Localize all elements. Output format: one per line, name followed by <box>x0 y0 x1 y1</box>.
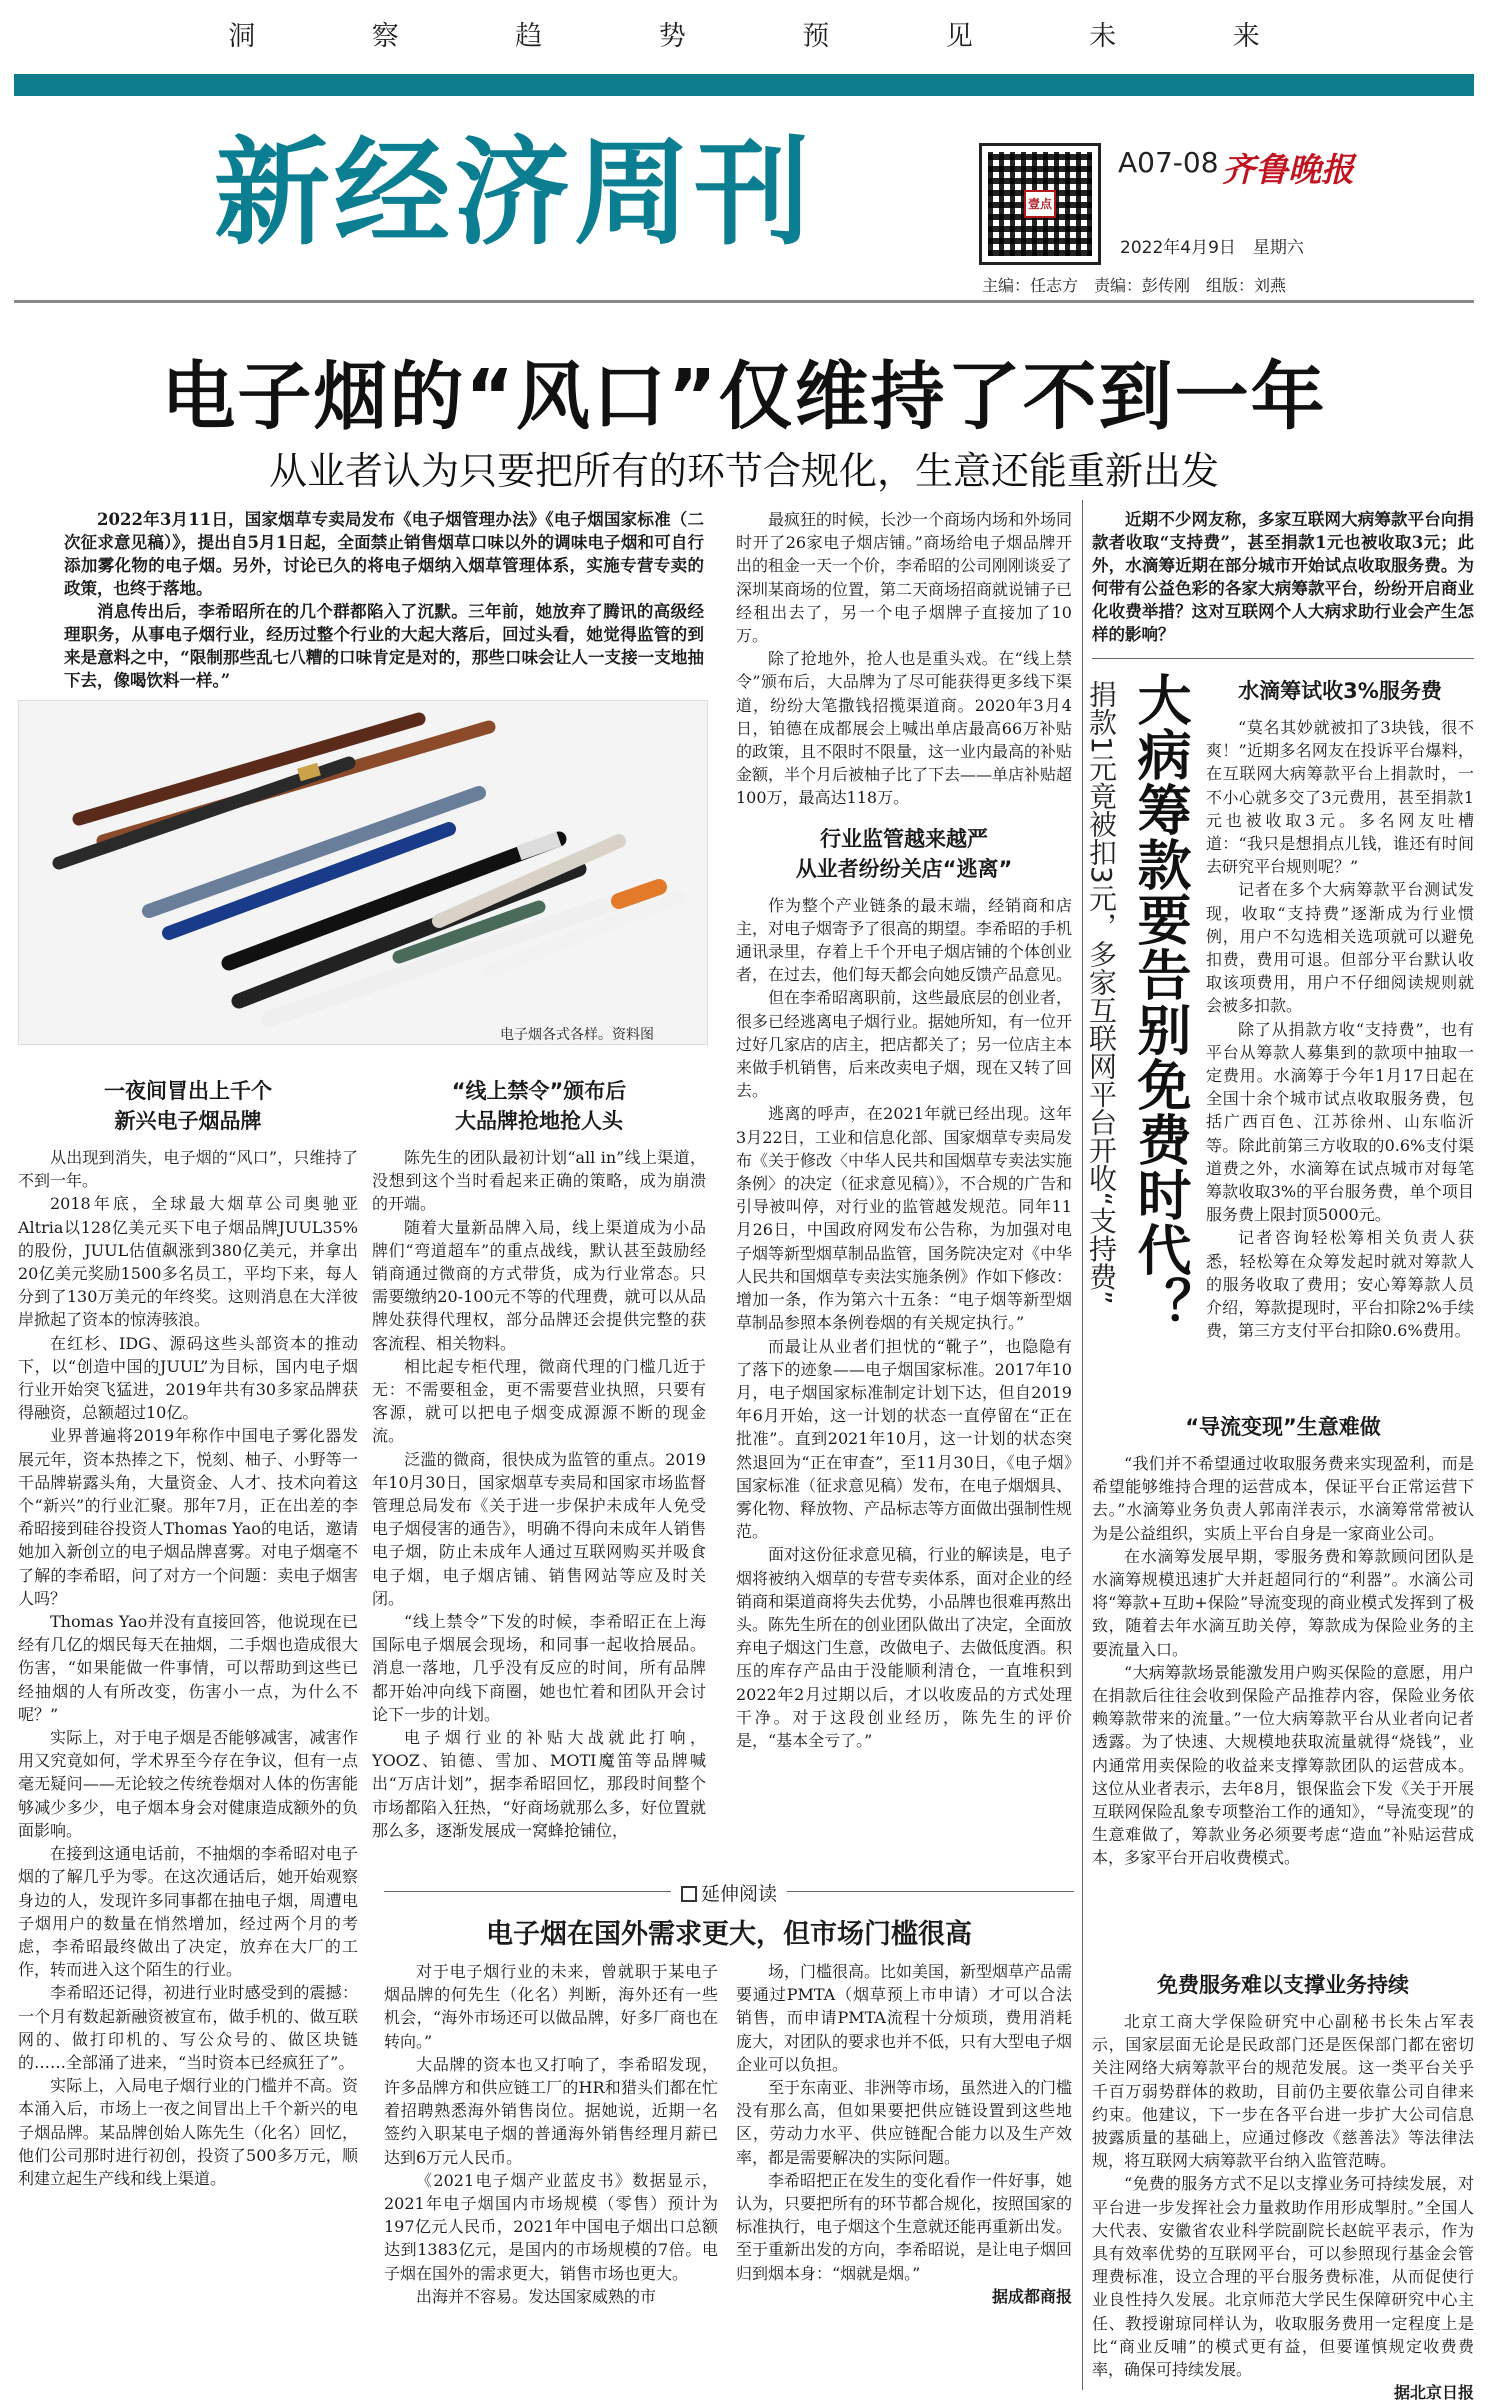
paragraph: 最疯狂的时候，长沙一个商场内场和外场同时开了26家电子烟店铺。”商场给电子烟品牌开出的租金一天一个价，李希昭的公司刚刚谈妥了深圳某商场的位置，第二天商场招商就说铺子已经租出去了，另一个电子烟牌子直接加了10万。 <box>736 510 1073 646</box>
section-subtitle: 免费服务难以支撑业务持续 <box>1157 1973 1409 1997</box>
paragraph: 而最让从业者们担忧的“靴子”，也隐隐有了落下的迹象——电子烟国家标准。2017年10月，电子烟国家标准制定计划下达，但自2019年6月开始，这一计划的状态一直停留在“正在批准”。直到2021年10月，这一计划的状态突然退回为“正在审查”，至11月30日，《电子烟》国家标准（征求意见稿）发布，在电子烟烟具、雾化物、释放物、产品标志等方面做出强制性规范。 <box>736 1336 1073 1542</box>
paragraph: 相比起专柜代理，微商代理的门槛几近于无：不需要租金，更不需要营业执照，只要有客源，就可以把电子烟变成源源不断的现金流。 <box>372 1356 706 1446</box>
article-column-3 <box>736 508 1072 1872</box>
e-cigarette-illustration <box>59 719 679 1019</box>
sidebar-intro <box>1092 508 1474 646</box>
paragraph: 近期不少网友称，多家互联网大病筹款平台向捐款者收取“支持费”，甚至捐款1元也被收取3元；此外，水滴筹近期在部分城市开始试点收取服务费。为何带有公益色彩的各家大病筹款平台，纷纷开启商业化收费举措？这对互联网个人大病求助行业会产生怎样的影响？ <box>1092 510 1474 644</box>
issue-date: 2022年4月9日 星期六 <box>1120 238 1304 258</box>
source-credit: 据北京日报 <box>1393 2383 1474 2403</box>
sidebar-section-3 <box>1092 1966 1474 2403</box>
paragraph: 业界普遍将2019年称作中国电子雾化器发展元年，资本热捧之下，悦刻、柚子、小野等一干品牌崭露头角，大量资金、人才、技术向着这个“新兴”的行业汇聚。那年7月，正在出差的李希昭接到硅谷投资人Thomas Yao的电话，邀请她加入新创立的电子烟品牌喜雾。对电子烟毫不了解的李希昭，问了对方一个问题：卖电子烟害人吗？ <box>18 1426 358 1608</box>
paragraph: 记者在多个大病筹款平台测试发现，收取“支持费”逐渐成为行业惯例，用户不勾选相关选项就可以避免扣费，费用可退。但部分平台默认收取该项费用，用户不仔细阅读规则就会被多扣款。 <box>1206 880 1474 1016</box>
extension-column-a <box>384 1960 718 2390</box>
paragraph: 但在李希昭离职前，这些最底层的创业者，很多已经逃离电子烟行业。据她所知，有一位开过好几家店的店主，把店都关了；另一位店主本来做手机销售，后来改卖电子烟，现在又转了回去。 <box>736 988 1073 1101</box>
paragraph: 至于东南亚、非洲等市场，虽然进入的门槛没有那么高，但如果要把供应链设置到这些地区，劳动力水平、供应链配合能力以及生产效率，都是需要解决的实际问题。 <box>736 2078 1073 2167</box>
extension-label-text: 延伸阅读 <box>700 1883 777 1905</box>
article-column-1 <box>18 1072 358 2392</box>
slogan-char: 察 <box>371 21 399 52</box>
paragraph: “免费的服务方式不足以支撑业务可持续发展，对平台进一步发挥社会力量救助作用形成掣肘。”全国人大代表、安徽省农业科学院副院长赵皖平表示，作为具有效率优势的互联网平台，可以参照现行基金会管理费标准，设立合理的平台服务费标准，从而促使行业良性持久发展。北京师范大学民生保障研究中心主任、教授谢琼同样认为，收取服务费用一定程度上是比“商业反哺”的模式更有益，但要谨慎规定收费费率，确保可持续发展。 <box>1092 2174 1474 2380</box>
sidebar-section-1 <box>1206 672 1474 1402</box>
masthead-title: 新经济周刊 <box>214 126 814 261</box>
paragraph: 李希昭还记得，初进行业时感受到的震撼：一个月有数起新融资被宣布，做手机的、做互联网的、做打印机的、写公众号的、做区块链的……全部涌了进来，“当时资本已经疯狂了”。 <box>18 1983 358 2072</box>
paragraph: 除了抢地外，抢人也是重头戏。在“线上禁令”颁布后，大品牌为了尽可能获得更多线下渠道，纷纷大笔撒钱招揽渠道商。2020年3月4日，铂德在成都展会上喊出单店最高66万补贴的政策，且不限时不限量，这一业内最高的补贴金额，半个月后被柚子比了下去——单店补贴超100万，最高达118万。 <box>736 649 1073 808</box>
slogan-char: 未 <box>1089 21 1117 52</box>
paragraph: 陈先生的团队最初计划“all in”线上渠道，没想到这个当时看起来正确的策略，成为崩溃的开端。 <box>372 1148 706 1214</box>
square-icon <box>681 1886 697 1902</box>
divider <box>14 300 1474 303</box>
section-subtitle: “线上禁令”颁布后 大品牌抢地抢人头 <box>451 1079 627 1133</box>
divider <box>1092 658 1474 659</box>
paragraph: 大品牌的资本也又打响了，李希昭发现，许多品牌方和供应链工厂的HR和猎头们都在忙着招聘熟悉海外销售岗位。据她说，近期一名签约入职某电子烟的普通海外销售经理月薪已达到6万元人民币。 <box>384 2054 718 2167</box>
page-number: A07-08 <box>1118 146 1219 179</box>
paragraph: 随着大量新品牌入局，线上渠道成为小品牌们“弯道超车”的重点战线，默认甚至鼓励经销商通过微商的方式带货，成为行业常态。只需要缴纳20-100元不等的代理费，就可以从品牌处获得代理权，部分品牌还会提供完整的获客流程、相关物料。 <box>372 1217 706 1353</box>
extension-label <box>671 1883 787 1905</box>
sidebar-vertical-subtitle: 捐款1元竟被扣3元，多家互联网平台开收“支持费” <box>1085 680 1118 1305</box>
paragraph: 在接到这通电话前，不抽烟的李希昭对电子烟的了解几乎为零。在这次通话后，她开始观察身边的人，发现许多同事都在抽电子烟，周遭电子烟用户的数量在悄然增加，经过两个月的考虑，李希昭最终做出了决定，放弃在大厂的工作，转而进入这个陌生的行业。 <box>18 1844 358 1980</box>
section-subtitle: 行业监管越来越严 从业者纷纷关店“逃离” <box>795 826 1013 881</box>
paragraph: 出海并不容易。发达国家威熟的市 <box>416 2286 657 2306</box>
column-divider <box>1082 500 1083 2390</box>
slogan-char: 势 <box>658 21 686 52</box>
photo-caption: 电子烟各式各样。资料图 <box>500 1027 654 1043</box>
section-subtitle: “导流变现”生意难做 <box>1185 1415 1381 1439</box>
extension-banner <box>384 1879 1074 1905</box>
sidebar-vertical-title: 大病筹款要告别免费时代？ <box>1129 672 1192 1332</box>
paragraph: 《2021电子烟产业蓝皮书》数据显示，2021年电子烟国内市场规模（零售）预计为197亿元人民币，2021年中国电子烟出口总额达到1383亿元，是国内的市场规模的7倍。电子烟在国外的需求更大，销售市场也更大。 <box>384 2170 718 2283</box>
paragraph: 泛滥的微商，很快成为监管的重点。2019年10月30日，国家烟草专卖局和国家市场监督管理总局发布《关于进一步保护未成年人免受电子烟侵害的通告》，明确不得向未成年人销售电子烟，防止未成年人通过互联网购买并吸食电子烟，电子烟店铺、销售网站等应及时关闭。 <box>372 1449 706 1608</box>
lead-paragraph: 2022年3月11日，国家烟草专卖局发布《电子烟管理办法》《电子烟国家标准（二次征求意见稿）》，提出自5月1日起，全面禁止销售烟草口味以外的调味电子烟和可自行添加雾化物的电子烟。另外，讨论已久的将电子烟纳入烟草管理体系，实施专营专卖的政策，也终于落地。 <box>64 510 704 598</box>
extension-title: 电子烟在国外需求更大，但市场门槛很高 <box>486 1919 972 1950</box>
source-credit: 据成都商报 <box>991 2286 1072 2306</box>
paragraph: 实际上，对于电子烟是否能够减害，减害作用又究竟如何，学术界至今存在争议，但有一点毫无疑问——无论较之传统卷烟对人体的伤害能够减少多少，电子烟本身会对健康造成额外的负面影响。 <box>18 1728 358 1840</box>
extension-column-b <box>736 1960 1072 2390</box>
paragraph: 从出现到消失，电子烟的“风口”，只维持了不到一年。 <box>18 1148 358 1191</box>
section-subtitle: 一夜间冒出上千个 新兴电子烟品牌 <box>104 1079 272 1133</box>
slogan-char: 洞 <box>228 21 256 52</box>
sidebar-section-2 <box>1092 1408 1474 1968</box>
paragraph: 电子烟行业的补贴大战就此打响，YOOZ、铂德、雪加、MOTI魔笛等品牌喊出“万店计划”，据李希昭回忆，那段时间整个市场都陷入狂热，“好商场就那么多，好位置就那么多，逐渐发展成一窝蜂抢铺位， <box>372 1728 706 1840</box>
slogan-char: 见 <box>945 21 973 52</box>
slogan <box>0 14 1488 58</box>
article-column-2 <box>372 1072 706 1872</box>
paragraph: 实际上，入局电子烟行业的门槛并不高。资本涌入后，市场上一夜之间冒出上千个新兴的电子烟品牌。某品牌创始人陈先生（化名）回忆，他们公司那时进行初创，投资了500多万元，顺利建立起生产线和线上渠道。 <box>18 2076 358 2188</box>
paragraph: “莫名其妙就被扣了3块钱，很不爽！”近期多名网友在投诉平台爆料，在互联网大病筹款平台上捐款时，一不小心就多交了3元费用，甚至捐款1元也被收取3元。多名网友吐槽道：“我只是想捐点儿钱，谁还有时间去研究平台规则呢？” <box>1206 718 1474 877</box>
slogan-char: 来 <box>1232 21 1260 52</box>
paragraph: 面对这份征求意见稿，行业的解读是，电子烟将被纳入烟草的专营专卖体系，面对企业的经销商和渠道商将失去优势，小品牌也很难再熬出头。陈先生所在的创业团队做出了决定，全面放弃电子烟这门生意，改做电子、去做低度酒。积压的库存产品由于没能顺利清仓，一直堆积到2022年2月过期以后，才以收废品的方式处理干净。对于这段创业经历，陈先生的评价是，“基本全亏了。” <box>736 1545 1073 1750</box>
paragraph: 李希昭把正在发生的变化看作一件好事，她认为，只要把所有的环节都合规化，按照国家的标准执行，电子烟这个生意就还能再重新出发。至于重新出发的方向，李希昭说，是让电子烟回归到烟本身：“烟就是烟。” <box>736 2170 1073 2283</box>
paragraph: “我们并不希望通过收取服务费来实现盈利，而是希望能够维持合理的运营成本，保证平台正常运营下去。”水滴筹业务负责人郭南洋表示，水滴筹常常被认为是公益组织，实质上平台自身是一家商业公司。 <box>1092 1454 1474 1543</box>
paragraph: 作为整个产业链条的最末端，经销商和店主，对电子烟寄予了很高的期望。李希昭的手机通讯录里，存着上千个开电子烟店铺的个体创业者，在过去，他们每天都会向她反馈产品意见。 <box>736 895 1073 985</box>
section-subtitle: 水滴筹试收3%服务费 <box>1238 679 1442 703</box>
article-lead <box>64 508 704 692</box>
paragraph: 在水滴筹发展早期，零服务费和筹款顾问团队是水滴筹规模迅速扩大并赶超同行的“利器”。水滴公司将“筹款+互助+保险”导流变现的商业模式发挥到了极致，随着去年水滴互助关停，筹款成为保险业务的主要流量入口。 <box>1092 1546 1474 1659</box>
paragraph: “大病筹款场景能激发用户购买保险的意愿，用户在捐款后往往会收到保险产品推荐内容，保险业务依赖筹款带来的流量。”一位大病筹款平台从业者向记者透露。为了快速、大规模地获取流量就得“烧钱”，业内通常用卖保险的收益来支撑筹款团队的运营成本。这位从业者表示，去年8月，银保监会下发《关于开展互联网保险乱象专项整治工作的通知》，“导流变现”的生意难做了，筹款业务必须要考虑“造血”补贴运营成本，多家平台开启收费模式。 <box>1092 1662 1474 1868</box>
article-subhead: 从业者认为只要把所有的环节合规化，生意还能重新出发 <box>268 449 1219 493</box>
paragraph: 场，门槛很高。比如美国，新型烟草产品需要通过PMTA（烟草预上市申请）才可以合法销售，而申请PMTA流程十分烦琐，费用消耗庞大，对团队的要求也并不低，只有大型电子烟企业可以负担。 <box>736 1962 1073 2074</box>
paragraph: 对于电子烟行业的未来，曾就职于某电子烟品牌的何先生（化名）判断，海外还有一些机会，“海外市场还可以做品牌，好多厂商也在转向。” <box>384 1962 718 2051</box>
paragraph: Thomas Yao并没有直接回答，他说现在已经有几亿的烟民每天在抽烟，二手烟也造成很大伤害，“如果能做一件事情，可以帮助到这些已经抽烟的人有所改变，伤害小一点，为什么不呢？” <box>18 1612 358 1724</box>
paragraph: 记者咨询轻松筹相关负责人获悉，轻松筹在众筹发起时就对筹款人的服务收取了费用；安心筹筹款人员介绍，筹款提现时，平台扣除2%手续费，第三方支付平台扣除0.6%费用。 <box>1206 1228 1474 1341</box>
e-cigarette-photo <box>18 700 708 1045</box>
article-headline: 电子烟的“风口”仅维持了不到一年 <box>161 354 1327 440</box>
qr-logo: 壹点 <box>1024 190 1056 218</box>
slogan-char: 预 <box>802 21 830 52</box>
paragraph: “线上禁令”下发的时候，李希昭正在上海国际电子烟展会现场，和同事一起收拾展品。消息一落地，几乎没有反应的时间，所有品牌都开始冲向线下商圈，她也忙着和团队开会讨论下一步的计划。 <box>372 1612 706 1724</box>
editor-credits: 主编：任志方 责编：彭传刚 组版：刘燕 <box>982 276 1287 295</box>
lead-paragraph: 消息传出后，李希昭所在的几个群都陷入了沉默。三年前，她放弃了腾讯的高级经理职务，从事电子烟行业，经历过整个行业的大起大落后，回过头看，她觉得监管的到来是意料之中，“限制那些乱七八糟的口味肯定是对的，那些口味会让人一支接一支地抽下去，像喝饮料一样。” <box>64 602 704 690</box>
newspaper-brand-logo: 齐鲁晚报 <box>1222 150 1354 189</box>
paragraph: 2018年底，全球最大烟草公司奥驰亚Altria以128亿美元买下电子烟品牌JUUL35%的股份，JUUL估值飙涨到380亿美元，并拿出20亿美元奖励1500多名员工，平均下来，每人分到了130万美元的年终奖。这则消息在大洋彼岸掀起了资本的惊涛骇浪。 <box>18 1194 358 1330</box>
qr-code-icon[interactable] <box>982 146 1098 262</box>
masthead-color-bar <box>14 74 1474 96</box>
paragraph: 除了从捐款方收“支持费”，也有平台从筹款人募集到的款项中抽取一定费用。水滴筹于今年1月17日起在全国十余个城市试点收取服务费，包括广西百色、江苏徐州、山东临沂等。除此前第三方收取的0.6%支付渠道费之外，水滴筹在试点城市对每笔筹款收取3%的平台服务费，单个项目服务费上限封顶5000元。 <box>1206 1019 1474 1225</box>
paragraph: 北京工商大学保险研究中心副秘书长朱占军表示，国家层面无论是民政部门还是医保部门都在密切关注网络大病筹款平台的规范发展。这一类平台关乎千百万弱势群体的救助，目前仍主要依靠公司自律来约束。他建议，下一步在各平台进一步扩大公司信息披露质量的基础上，应通过修改《慈善法》等法律法规，将互联网大病筹款平台纳入监管范畴。 <box>1092 2012 1474 2171</box>
paragraph: 在红杉、IDG、源码这些头部资本的推动下，以“创造中国的JUUL”为目标，国内电子烟行业开始突飞猛进，2019年共有30多家品牌获得融资，总额超过10亿。 <box>18 1333 358 1423</box>
slogan-char: 趋 <box>515 21 543 52</box>
paragraph: 逃离的呼声，在2021年就已经出现。这年3月22日，工业和信息化部、国家烟草专卖局发布《关于修改〈中华人民共和国烟草专卖法实施条例〉的决定（征求意见稿）》，不合规的广告和引导被叫停，对行业的监管越发规范。同年11月26日，中国政府网发布公告称，为加强对电子烟等新型烟草制品监管，国务院决定对《中华人民共和国烟草专卖法实施条例》作如下修改：增加一条，作为第六十五条：“电子烟等新型烟草制品参照本条例卷烟的有关规定执行。” <box>736 1104 1073 1333</box>
